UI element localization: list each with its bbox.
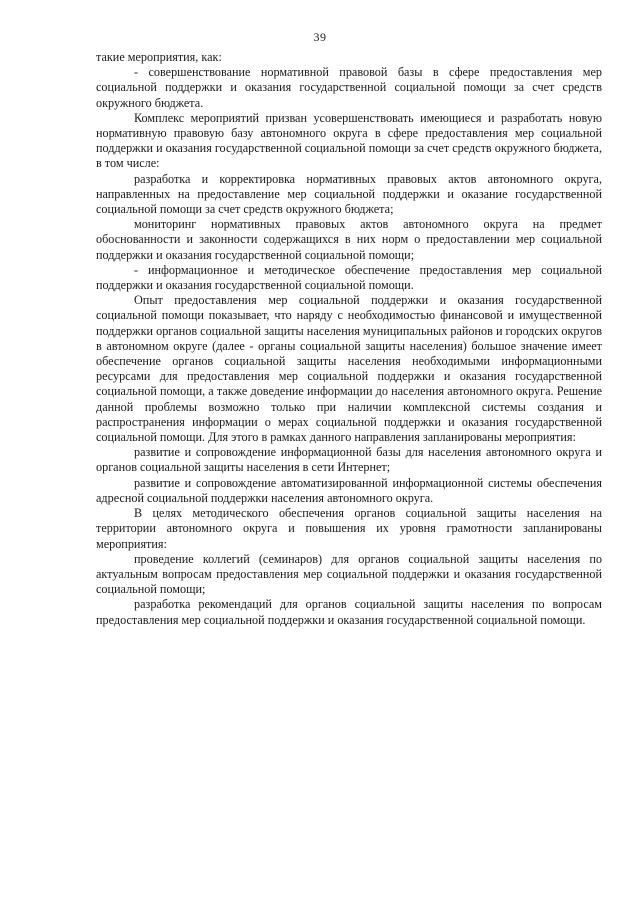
paragraph: разработка рекомендаций для органов социальной защиты населения по вопросам предоставления мер социальной поддержки и оказания государственной социальной помощи. [96, 597, 602, 627]
paragraph: проведение коллегий (семинаров) для органов социальной защиты населения по актуальным вопросам предоставления мер социальной поддержки и оказания государственной социальной помощи; [96, 551, 602, 597]
paragraph: В целях методического обеспечения органов социальной защиты населения на территории автономного округа и повышения их уровня грамотности запланированы мероприятия: [96, 506, 602, 551]
paragraph: Комплекс мероприятий призван усовершенствовать имеющиеся и разработать новую нормативную правовую базу автономного округа в сфере предоставления мер социальной поддержки и оказания государственной социальной помощи за счет средств окружного бюджета, в том числе: [96, 110, 602, 171]
paragraph: Опыт предоставления мер социальной поддержки и оказания государственной социальной помощи показывает, что наряду с необходимостью финансовой и имущественной поддержки органов социальной защиты населения муниципальных районов и городских округов в автономном округе (далее - органы социальной защиты населения) большое значение имеет обеспечение органов социальной защиты населения необходимыми информационными ресурсами для предоставления мер социальной поддержки и оказания государственной социальной помощи, а также доведение информации до населения автономного округа. Решение данной проблемы возможно только при наличии комплексной системы создания и распространения информации о мерах социальной поддержки и оказания государственной социальной помощи. Для этого в рамках данного направления запланированы мероприятия: [96, 293, 602, 445]
paragraph: мониторинг нормативных правовых актов автономного округа на предмет обоснованности и законности содержащихся в них норм о предоставлении мер социальной поддержки и оказания государственной социальной помощи; [96, 217, 602, 262]
paragraph: разработка и корректировка нормативных правовых актов автономного округа, направленных на предоставление мер социальной поддержки и оказание государственной социальной помощи за счет средств окружного бюджета; [96, 171, 602, 217]
paragraph: - информационное и методическое обеспечение предоставления мер социальной поддержки и оказания государственной социальной помощи. [96, 262, 602, 293]
paragraph: - совершенствование нормативной правовой базы в сфере предоставления мер социальной поддержки и оказания государственной социальной помощи за счет средств окружного бюджета. [96, 65, 602, 110]
page-number: 39 [313, 30, 327, 44]
document-body [96, 50, 602, 628]
paragraph: развитие и сопровождение информационной базы для населения автономного округа и органов социальной защиты населения в сети Интернет; [96, 445, 602, 475]
paragraph: такие мероприятия, как: [96, 50, 222, 64]
paragraph: развитие и сопровождение автоматизированной информационной системы обеспечения адресной социальной поддержки населения автономного округа. [96, 475, 602, 505]
